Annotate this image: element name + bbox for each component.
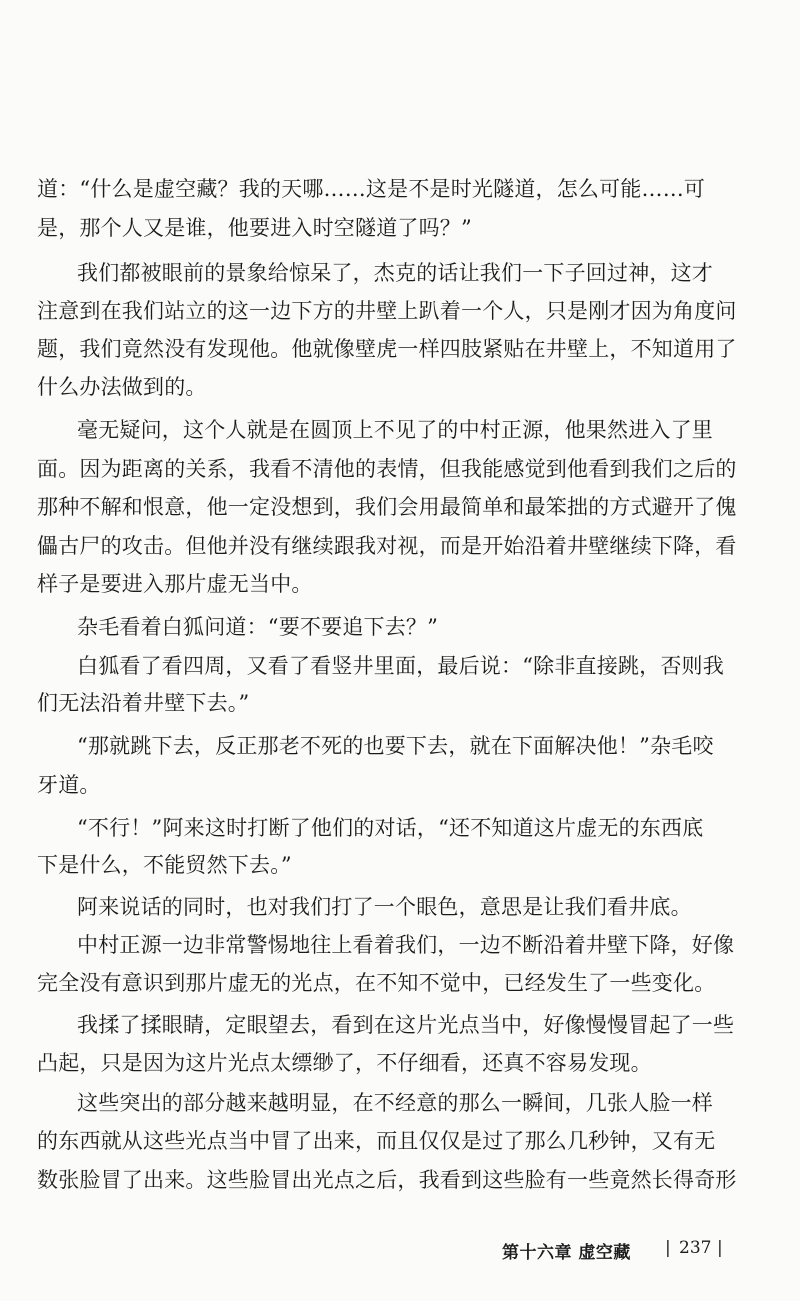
text-line: 完全没有意识到那片虚无的光点，在不知不觉中，已经发生了一些变化。 (37, 971, 716, 995)
text-line: 面。因为距离的关系，我看不清他的表情，但我能感觉到他看到我们之后的 (37, 457, 737, 481)
text-line: 什么办法做到的。 (37, 375, 207, 399)
text-line: 道：“什么是虚空藏？我的天哪……这是不是时光隧道，怎么可能……可 (37, 177, 706, 201)
text-line: 凸起，只是因为这片光点太缥缈了，不仔细看，还真不容易发现。 (37, 1051, 652, 1075)
text-line: 我揉了揉眼睛，定眼望去，看到在这片光点当中，好像慢慢冒起了一些 (77, 1013, 735, 1037)
text-line: 中村正源一边非常警惕地往上看着我们，一边不断沿着井壁下降，好像 (77, 933, 735, 957)
footer-separator-right: | (717, 1238, 723, 1258)
text-line: 注意到在我们站立的这一边下方的井壁上趴着一个人，只是刚才因为角度问 (37, 299, 737, 323)
footer-separator: | (665, 1238, 671, 1258)
chapter-title: 第十六章 虚空藏 (502, 1243, 631, 1263)
text-line: 毫无疑问，这个人就是在圆顶上不见了的中村正源，他果然进入了里 (77, 418, 713, 442)
text-line: 白狐看了看四周，又看了看竖井里面，最后说：“除非直接跳，否则我 (77, 654, 724, 678)
text-line: 阿来说话的同时，也对我们打了一个眼色，意思是让我们看井底。 (77, 895, 692, 919)
text-line: “那就跳下去，反正那老不死的也要下去，就在下面解决他！”杂毛咬 (77, 734, 714, 758)
text-line: 们无法沿着井壁下去。” (37, 691, 250, 715)
page-footer (0, 1238, 800, 1268)
text-line: 杂毛看着白狐问道：“要不要追下去？” (77, 615, 439, 639)
page-number: 237 (679, 1238, 712, 1258)
text-line: 儡古尸的攻击。但他并没有继续跟我对视，而是开始沿着井壁继续下降，看 (37, 534, 737, 558)
text-line: 下是什么，不能贸然下去。” (37, 853, 292, 877)
text-line: 那种不解和恨意，他一定没想到，我们会用最简单和最笨拙的方式避开了傀 (37, 495, 737, 519)
text-line: “不行！”阿来这时打断了他们的对话，“还不知道这片虚无的东西底 (77, 816, 704, 840)
text-line: 牙道。 (37, 773, 101, 797)
text-line: 样子是要进入那片虚无当中。 (37, 572, 313, 596)
text-line: 题，我们竟然没有发现他。他就像壁虎一样四肢紧贴在井壁上，不知道用了 (37, 337, 737, 361)
text-line: 我们都被眼前的景象给惊呆了，杰克的话让我们一下子回过神，这才 (77, 261, 713, 285)
text-line: 是，那个人又是谁，他要进入时空隧道了吗？” (37, 216, 472, 240)
text-line: 的东西就从这些光点当中冒了出来，而且仅仅是过了那么几秒钟，又有无 (37, 1129, 716, 1153)
text-line: 数张脸冒了出来。这些脸冒出光点之后，我看到这些脸有一些竟然长得奇形 (37, 1168, 737, 1192)
text-line: 这些突出的部分越来越明显，在不经意的那么一瞬间，几张人脸一样 (77, 1091, 713, 1115)
